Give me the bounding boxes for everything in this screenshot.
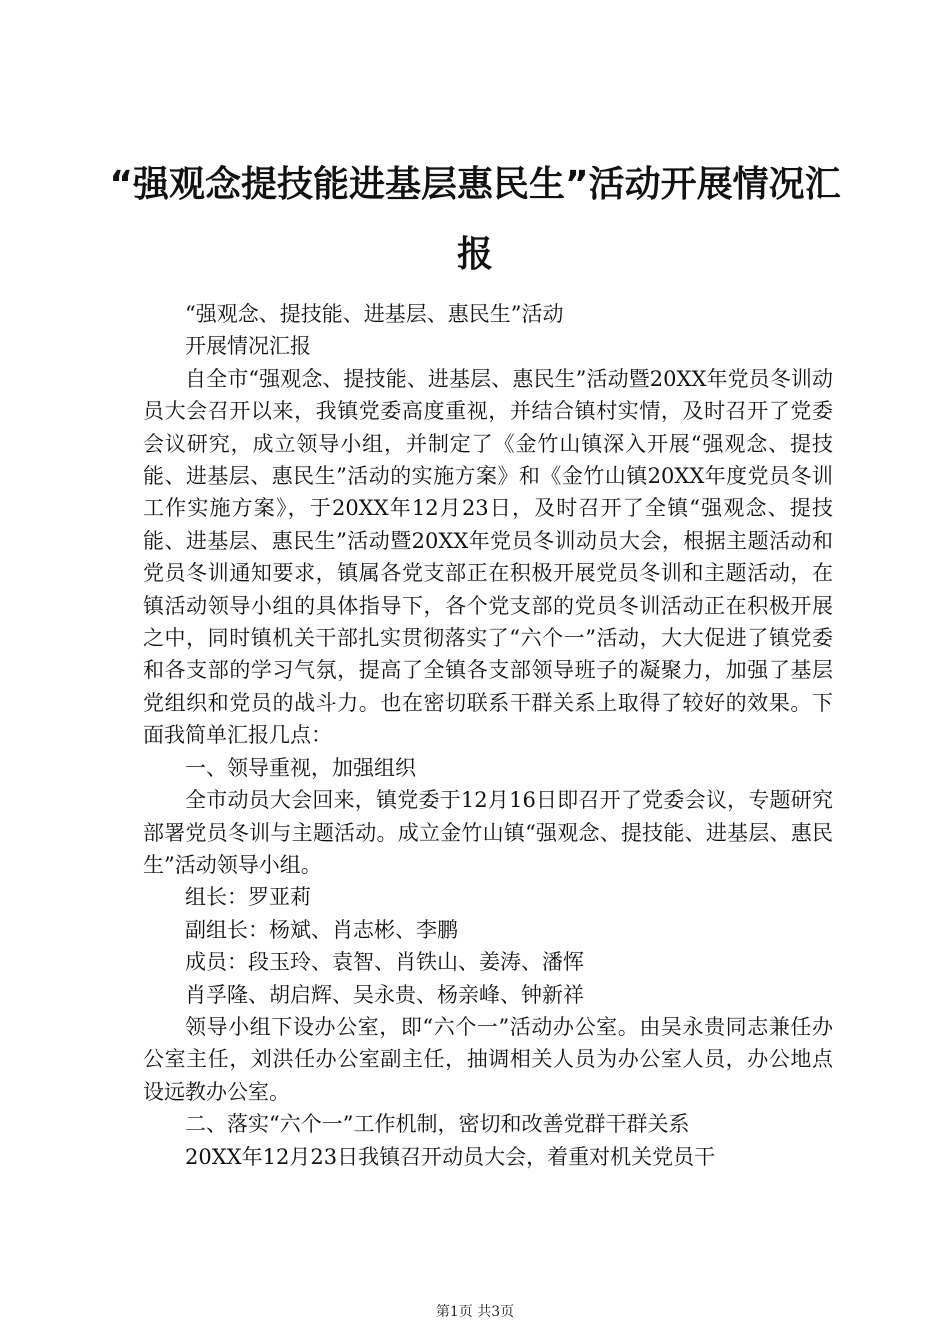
page-footer: 第1页 共3页 xyxy=(435,1304,515,1320)
subtitle-line-2: 开展情况汇报 xyxy=(185,334,311,359)
members-line-2: 肖孚隆、胡启辉、吴永贵、杨亲峰、钟新祥 xyxy=(185,982,584,1007)
section-2-paragraph: 20XX年12月23日我镇召开动员大会，着重对机关党员干 xyxy=(185,1144,716,1169)
document-body xyxy=(143,298,833,1173)
intro-paragraph: 自全市“强观念、提技能、进基层、惠民生”活动暨20XX年党员冬训动员大会召开以来，我镇党委高度重视，并结合镇村实情，及时召开了党委会议研究，成立领导小组，并制定了《金竹山镇深入开展“强观念、提技能、进基层、惠民生”活动的实施方案》和《金竹山镇20XX年度党员冬训工作实施方案》，于20XX年12月23日，及时召开了全镇“强观念、提技能、进基层、惠民生”活动暨20XX年党员冬训动员大会，根据主题活动和党员冬训通知要求，镇属各党支部正在积极开展党员冬训和主题活动，在镇活动领导小组的具体指导下，各个党支部的党员冬训活动正在积极开展之中，同时镇机关干部扎实贯彻落实了“六个一”活动，大大促进了镇党委和各支部的学习气氛，提高了全镇各支部领导班子的凝聚力，加强了基层党组织和党员的战斗力。也在密切联系干群关系上取得了较好的效果。下面我简单汇报几点： xyxy=(143,366,833,748)
section-1-paragraph: 全市动员大会回来，镇党委于12月16日即召开了党委会议，专题研究部署党员冬训与主题活动。成立金竹山镇“强观念、提技能、进基层、惠民生”活动领导小组。 xyxy=(143,788,833,877)
deputy-leader-line: 副组长：杨斌、肖志彬、李鹏 xyxy=(185,917,458,942)
document-title: “强观念提技能进基层惠民生”活动开展情况汇报 xyxy=(109,164,841,275)
members-line-1: 成员：段玉玲、袁智、肖铁山、姜涛、潘恽 xyxy=(185,950,584,975)
office-paragraph: 领导小组下设办公室，即“六个一”活动办公室。由吴永贵同志兼任办公室主任，刘洪任办公室副主任，抽调相关人员为办公室人员，办公地点设远教办公室。 xyxy=(143,1014,833,1104)
group-leader-line: 组长：罗亚莉 xyxy=(185,885,311,910)
subtitle-line-1: “强观念、提技能、进基层、惠民生”活动 xyxy=(185,302,564,326)
section-heading-1: 一、领导重视，加强组织 xyxy=(185,755,416,780)
section-heading-2: 二、落实“六个一”工作机制，密切和改善党群干群关系 xyxy=(185,1112,690,1137)
